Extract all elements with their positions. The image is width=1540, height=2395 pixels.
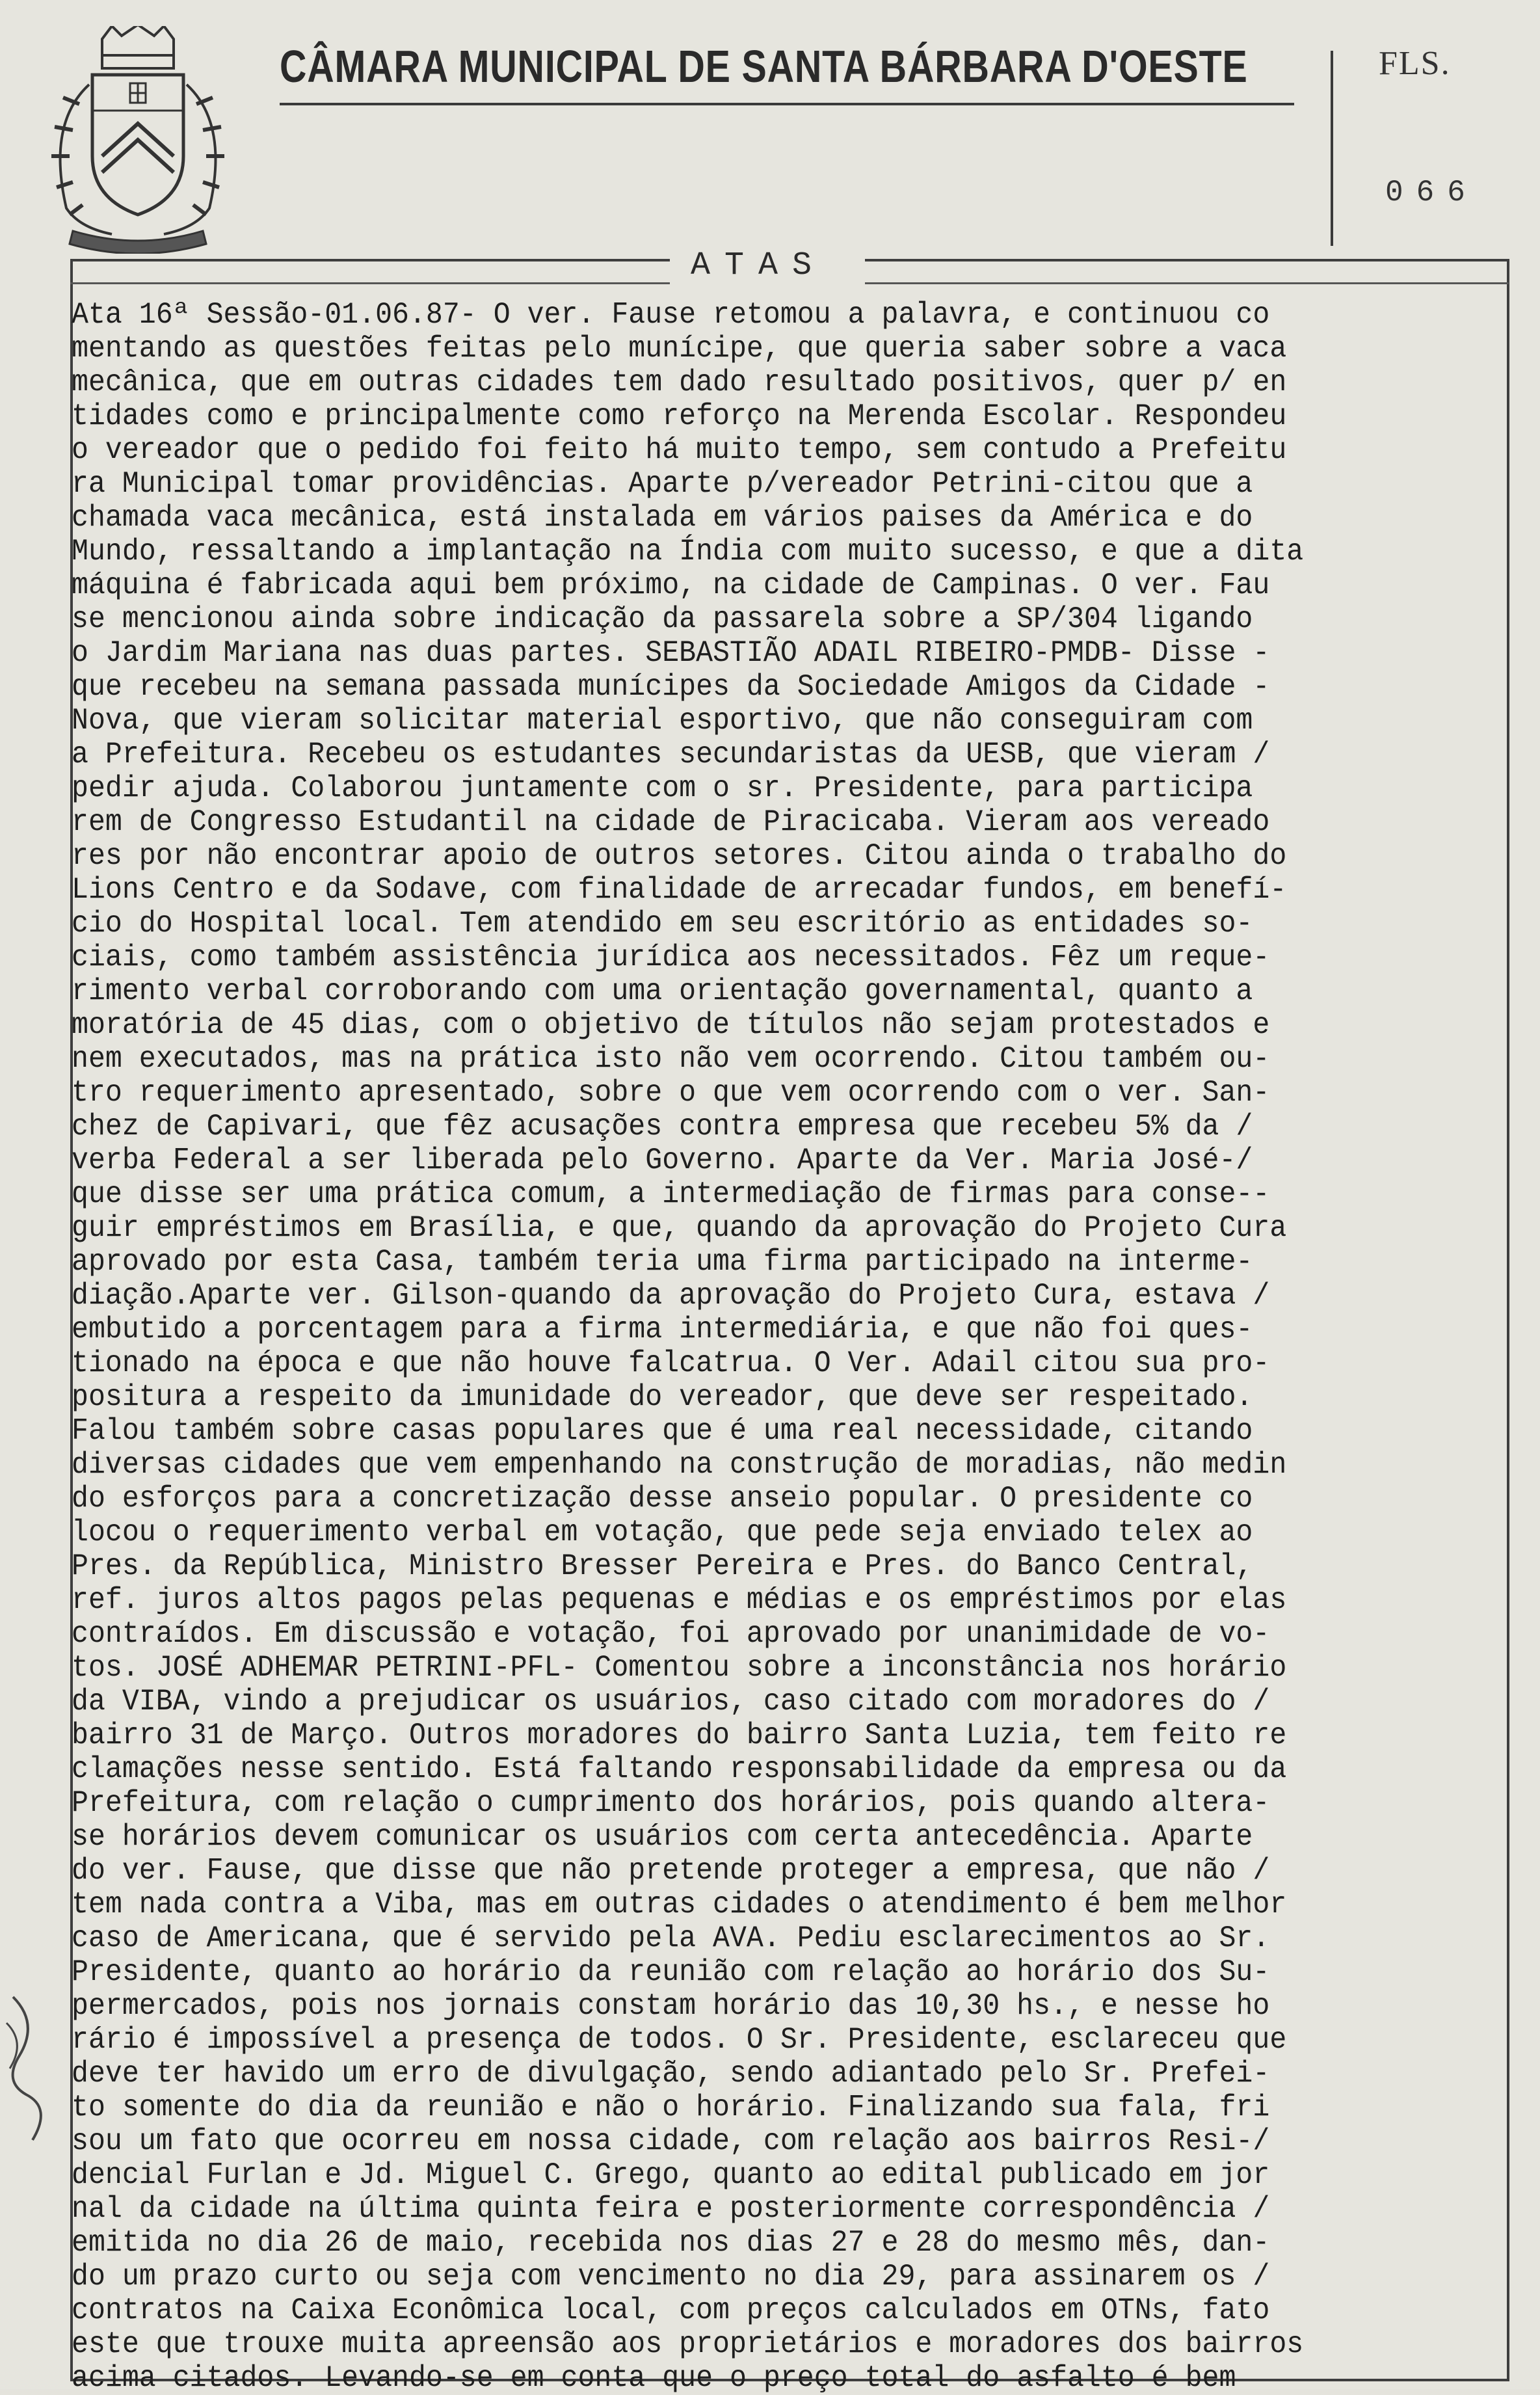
text-line: o vereador que o pedido foi feito há muito tempo, sem contudo a Prefeitu xyxy=(72,433,1287,467)
text-line: Nova, que vieram solicitar material esportivo, que não conseguiram com xyxy=(72,704,1253,738)
text-line: positura a respeito da imunidade do vereador, que deve ser respeitado. xyxy=(72,1380,1253,1414)
text-line: contratos na Caixa Econômica local, com preços calculados em OTNs, fato xyxy=(72,2294,1270,2327)
municipal-coat-of-arms-icon xyxy=(40,26,235,254)
text-line: máquina é fabricada aqui bem próximo, na cidade de Campinas. O ver. Fau xyxy=(72,569,1270,602)
text-line: contraídos. Em discussão e votação, foi aprovado por unanimidade de vo- xyxy=(72,1617,1270,1651)
text-line: rem de Congresso Estudantil na cidade de Piracicaba. Vieram aos vereado xyxy=(72,805,1270,839)
text-line: Falou também sobre casas populares que é uma real necessidade, citando xyxy=(72,1414,1253,1448)
text-line: nem executados, mas na prática isto não vem ocorrendo. Citou também ou- xyxy=(72,1042,1270,1076)
text-line: Lions Centro e da Sodave, com finalidade de arrecadar fundos, em benefí- xyxy=(72,873,1287,907)
text-line: diversas cidades que vem empenhando na construção de moradias, não medin xyxy=(72,1448,1287,1482)
text-line: nal da cidade na última quinta feira e posteriormente correspondência / xyxy=(72,2192,1270,2226)
text-line: tos. JOSÉ ADHEMAR PETRINI-PFL- Comentou sobre a inconstância nos horário xyxy=(72,1651,1287,1685)
organization-title: CÂMARA MUNICIPAL DE SANTA BÁRBARA D'OESTE xyxy=(280,41,1248,92)
text-line: ciais, como também assistência jurídica aos necessitados. Fêz um reque- xyxy=(72,941,1270,974)
text-line: Ata 16ª Sessão-01.06.87- O ver. Fause retomou a palavra, e continuou co xyxy=(72,298,1270,332)
fls-label: FLS. xyxy=(1379,45,1451,82)
text-line: acima citados. Levando-se em conta que o preço total do asfalto é bem xyxy=(72,2361,1236,2395)
text-line: mecânica, que em outras cidades tem dado resultado positivos, quer p/ en xyxy=(72,366,1287,399)
text-line: do ver. Fause, que disse que não pretende proteger a empresa, que não / xyxy=(72,1854,1270,1888)
text-line: moratória de 45 dias, com o objetivo de títulos não sejam protestados e xyxy=(72,1008,1270,1042)
text-line: sou um fato que ocorreu em nossa cidade, com relação aos bairros Resi-/ xyxy=(72,2124,1270,2158)
text-line: ra Municipal tomar providências. Aparte p/vereador Petrini-citou que a xyxy=(72,467,1253,501)
text-line: a Prefeitura. Recebeu os estudantes secundaristas da UESB, que vieram / xyxy=(72,738,1270,771)
text-line: tro requerimento apresentado, sobre o que vem ocorrendo com o ver. San- xyxy=(72,1076,1270,1110)
text-line: pedir ajuda. Colaborou juntamente com o sr. Presidente, para participa xyxy=(72,771,1253,805)
text-line: tionado na época e que não houve falcatrua. O Ver. Adail citou sua pro- xyxy=(72,1346,1270,1380)
text-line: tem nada contra a Viba, mas em outras cidades o atendimento é bem melhor xyxy=(72,1888,1287,1921)
text-line: se mencionou ainda sobre indicação da passarela sobre a SP/304 ligando xyxy=(72,602,1253,636)
section-label: ATAS xyxy=(691,247,827,284)
text-line: to somente do dia da reunião e não o horário. Finalizando sua fala, fri xyxy=(72,2091,1270,2124)
text-line: deve ter havido um erro de divulgação, sendo adiantado pelo Sr. Prefei- xyxy=(72,2057,1270,2091)
text-line: cio do Hospital local. Tem atendido em seu escritório as entidades so- xyxy=(72,907,1253,941)
text-line: rário é impossível a presença de todos. O Sr. Presidente, esclareceu que xyxy=(72,2023,1287,2057)
text-line: da VIBA, vindo a prejudicar os usuários, caso citado com moradores do / xyxy=(72,1685,1270,1719)
text-line: do um prazo curto ou seja com vencimento no dia 29, para assinarem os / xyxy=(72,2260,1270,2294)
text-line: caso de Americana, que é servido pela AVA. Pediu esclarecimentos ao Sr. xyxy=(72,1921,1270,1955)
header-divider xyxy=(1331,51,1333,246)
text-line: diação.Aparte ver. Gilson-quando da aprovação do Projeto Cura, estava / xyxy=(72,1279,1270,1313)
text-line: locou o requerimento verbal em votação, que pede seja enviado telex ao xyxy=(72,1516,1253,1549)
minutes-body-text xyxy=(72,298,1489,2395)
text-line: o Jardim Mariana nas duas partes. SEBASTIÃO ADAIL RIBEIRO-PMDB- Disse - xyxy=(72,636,1270,670)
text-line: permercados, pois nos jornais constam horário das 10,30 hs., e nesse ho xyxy=(72,1989,1270,2023)
text-line: mentando as questões feitas pelo munícipe, que queria saber sobre a vaca xyxy=(72,332,1287,366)
text-line: Mundo, ressaltando a implantação na Índia com muito sucesso, e que a dita xyxy=(72,535,1304,569)
text-line: chamada vaca mecânica, está instalada em vários paises da América e do xyxy=(72,501,1253,535)
text-line: Presidente, quanto ao horário da reunião com relação ao horário dos Su- xyxy=(72,1955,1270,1989)
text-line: dencial Furlan e Jd. Miguel C. Grego, quanto ao edital publicado em jor xyxy=(72,2158,1270,2192)
text-line: rimento verbal corroborando com uma orientação governamental, quanto a xyxy=(72,974,1253,1008)
text-line: Prefeitura, com relação o cumprimento dos horários, pois quando altera- xyxy=(72,1786,1270,1820)
title-underline xyxy=(280,103,1294,105)
text-line: que disse ser uma prática comum, a intermediação de firmas para conse-- xyxy=(72,1177,1270,1211)
text-line: Pres. da República, Ministro Bresser Pereira e Pres. do Banco Central, xyxy=(72,1549,1253,1583)
text-line: bairro 31 de Março. Outros moradores do bairro Santa Luzia, tem feito re xyxy=(72,1719,1287,1752)
text-line: res por não encontrar apoio de outros setores. Citou ainda o trabalho do xyxy=(72,839,1287,873)
text-line: clamações nesse sentido. Está faltando responsabilidade da empresa ou da xyxy=(72,1752,1287,1786)
margin-mark-icon xyxy=(0,1984,72,2179)
text-line: guir empréstimos em Brasília, e que, quando da aprovação do Projeto Cura xyxy=(72,1211,1287,1245)
text-line: do esforços para a concretização desse anseio popular. O presidente co xyxy=(72,1482,1253,1516)
text-line: ref. juros altos pagos pelas pequenas e médias e os empréstimos por elas xyxy=(72,1583,1287,1617)
page-number: 066 xyxy=(1385,176,1478,209)
text-line: este que trouxe muita apreensão aos proprietários e moradores dos bairros xyxy=(72,2327,1304,2361)
text-line: emitida no dia 26 de maio, recebida nos dias 27 e 28 do mesmo mês, dan- xyxy=(72,2226,1270,2260)
text-line: embutido a porcentagem para a firma intermediária, e que não foi ques- xyxy=(72,1313,1253,1346)
text-line: tidades como e principalmente como reforço na Merenda Escolar. Respondeu xyxy=(72,399,1287,433)
text-line: se horários devem comunicar os usuários com certa antecedência. Aparte xyxy=(72,1820,1253,1854)
text-line: chez de Capivari, que fêz acusações contra empresa que recebeu 5% da / xyxy=(72,1110,1253,1144)
text-line: verba Federal a ser liberada pelo Governo. Aparte da Ver. Maria José-/ xyxy=(72,1144,1253,1177)
text-line: que recebeu na semana passada munícipes da Sociedade Amigos da Cidade - xyxy=(72,670,1270,704)
text-line: aprovado por esta Casa, também teria uma firma participado na interme- xyxy=(72,1245,1253,1279)
